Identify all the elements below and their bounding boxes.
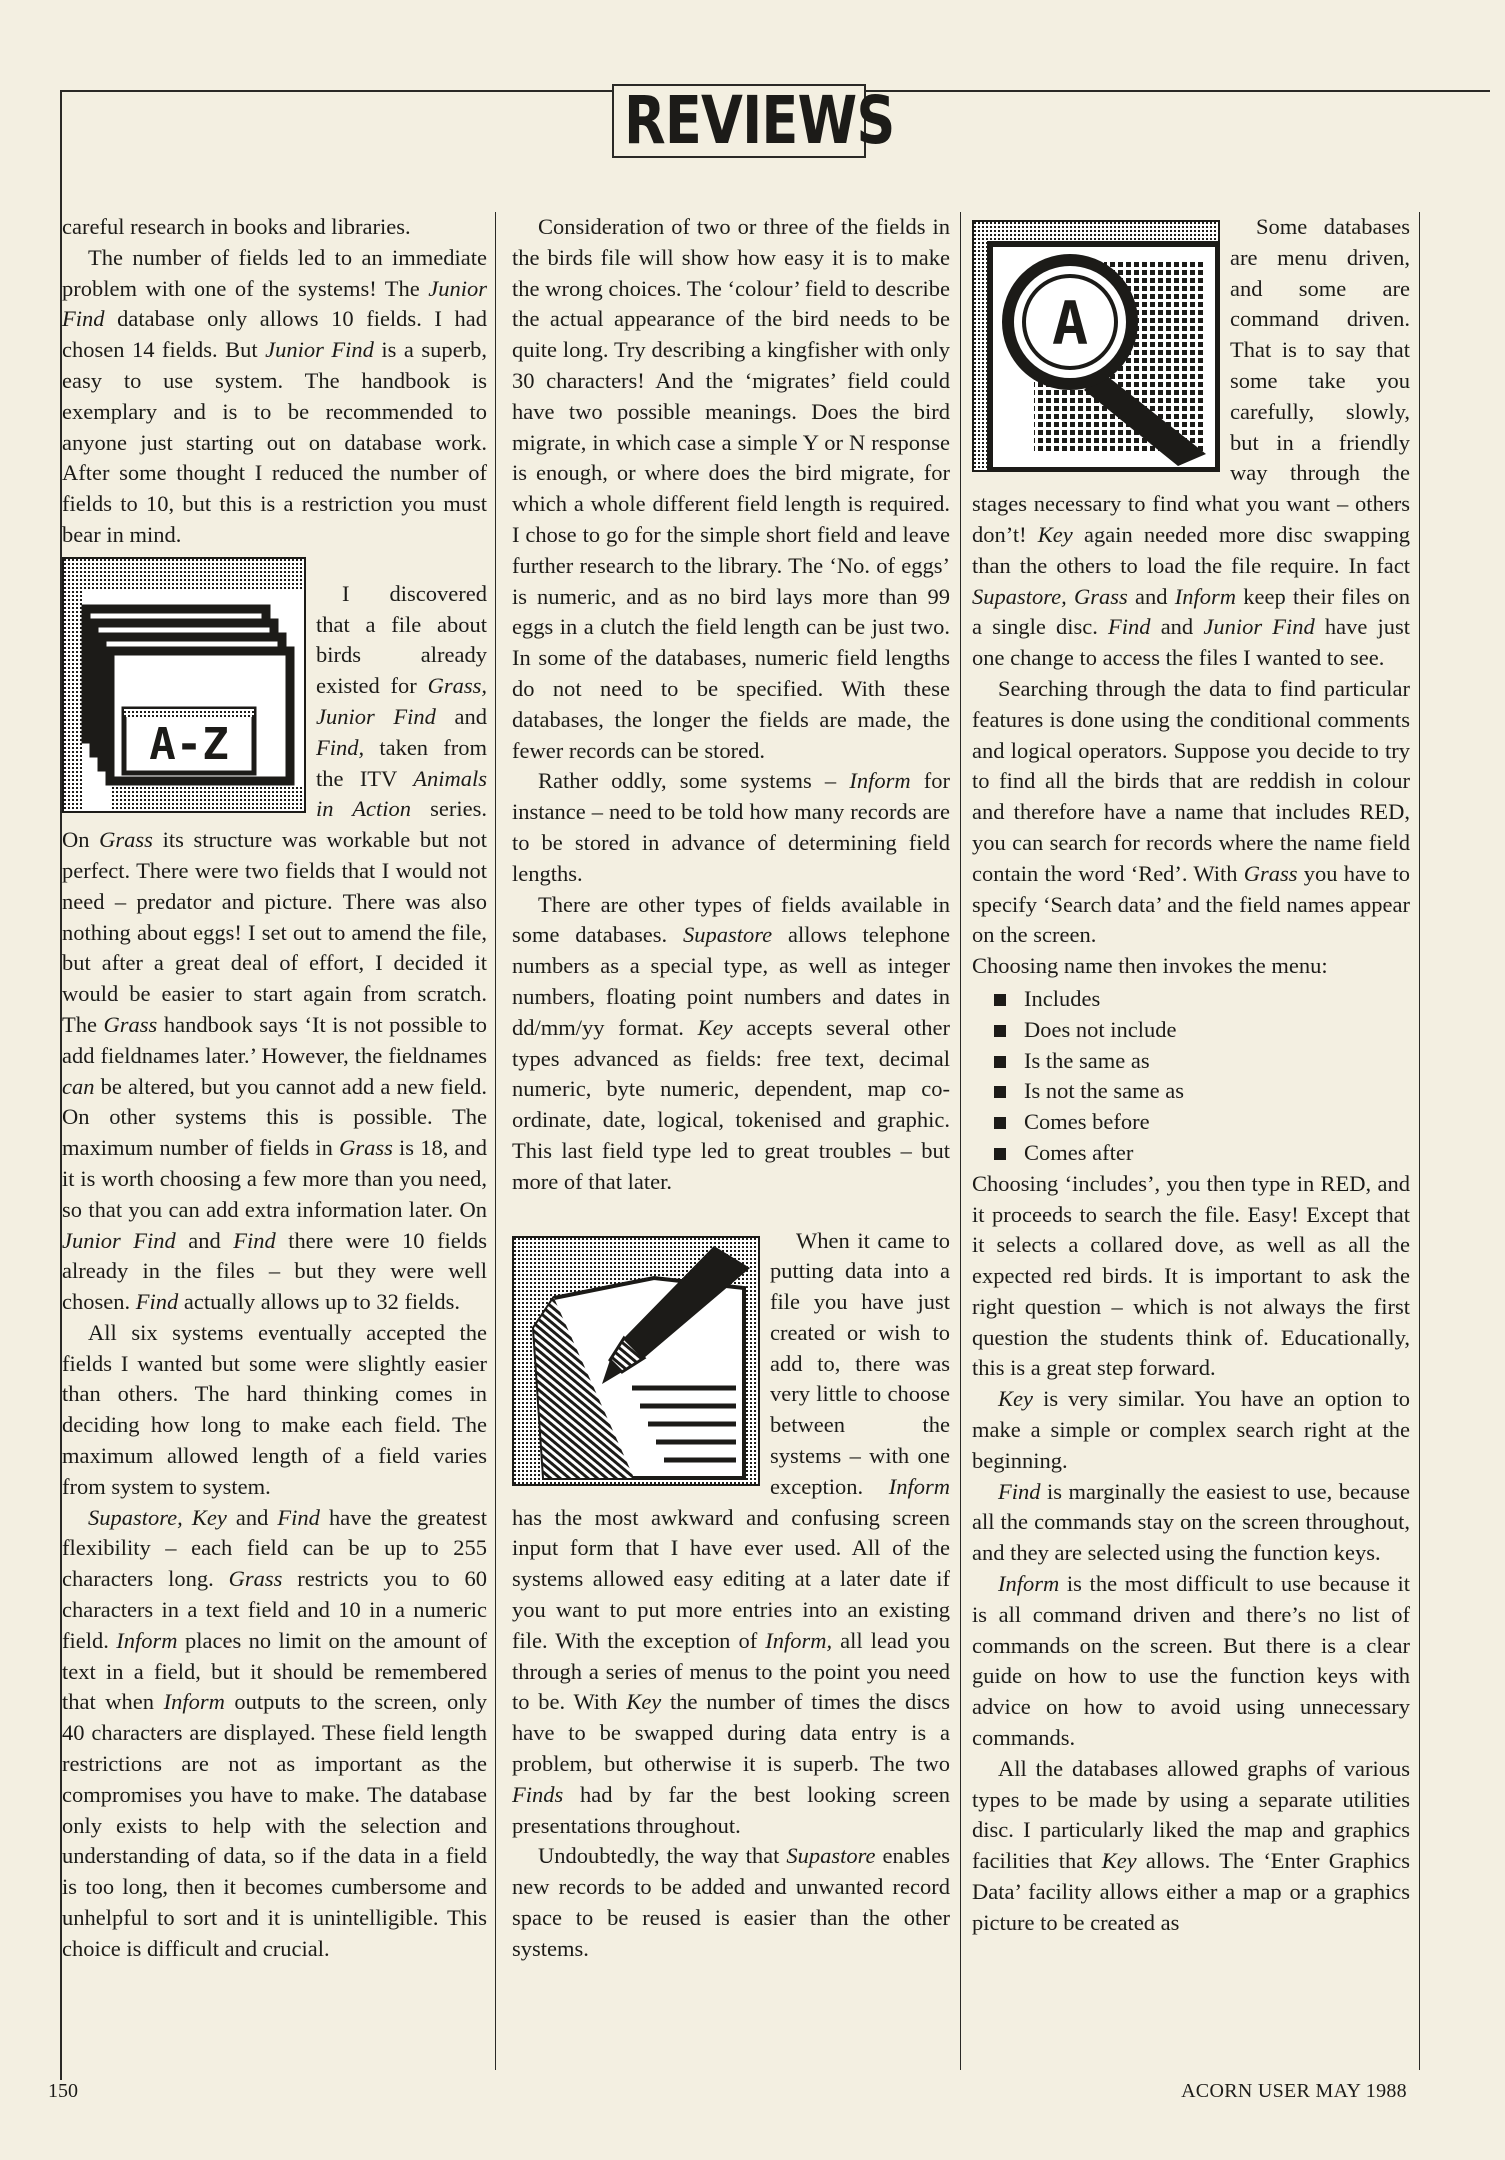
publication-footer: ACORN USER MAY 1988 [1181, 2080, 1407, 2102]
list-item: Comes before [972, 1107, 1410, 1138]
list-item: Does not include [972, 1015, 1410, 1046]
paragraph: I discovered that a file about birds already existed for Grass, Junior Find and Find, taken from the ITV Animals in Action series. On Grass its structure was workable but not perfect. There were two fields that I would not need – predator and picture. There was also nothing about eggs! I set out to amend the file, but after a great deal of effort, I decided it would be easier to start again from scratch. The Grass handbook says ‘It is not possible to add fieldnames later.’ However, the fieldnames can be altered, but you cannot add a new field. On other systems this is possible. The maximum number of fields in Grass is 18, and it is worth choosing a few more than you need, so that you can add extra information later. On Junior Find and Find there were 10 fields already in the files – but they were well chosen. Find actually allows up to 32 fields. [62, 580, 488, 1315]
paragraph: Undoubtedly, the way that Supastore enables new records to be added and unwanted record space to be reused is easier than the other systems. [512, 1843, 950, 1961]
magnifier-icon [972, 220, 1220, 472]
section-title: REVIEWS [624, 82, 895, 159]
column-3 [972, 212, 1410, 1939]
paragraph: Find is marginally the easiest to use, because all the commands stay on the screen throughout, and they are selected using the function keys. [972, 1478, 1410, 1566]
paragraph: Rather oddly, some systems – Inform for instance – need to be told how many records are to be stored in advance of determining field lengths. [512, 768, 950, 886]
section-header [612, 82, 895, 159]
paragraph: Supastore, Key and Find have the greatest flexibility – each field can be up to 255 characters long. Grass restricts you to 60 characters in a text field and 10 in a numeric field. Inform places no limit on the amount of text in a field, but it should be remembered that when Inform outputs to the screen, only 40 characters are displayed. These field length restrictions are not as important as the compromises you have to make. The database only exists to help with the selection and understanding of data, so if the data in a field is too long, then it becomes cumbersome and unhelpful to sort and it is unintelligible. This choice is difficult and crucial. [62, 1504, 487, 1961]
column-divider [1419, 212, 1420, 2070]
paragraph: careful research in books and libraries. [62, 214, 411, 239]
column-2 [512, 212, 950, 1965]
paragraph: Key is very similar. You have an option to make a simple or complex search right at the beginning. [972, 1386, 1410, 1473]
az-label: A-Z [149, 718, 229, 770]
paragraph: Inform is the most difficult to use because it is all command driven and there’s no list of commands on the screen. But there is a clear guide on how to use the function keys with advice on how to avoid using unnecessary commands. [972, 1571, 1410, 1751]
page-number: 150 [48, 2080, 78, 2102]
file-index-icon [62, 557, 306, 813]
paragraph: Choosing ‘includes’, you then type in RED, and it proceeds to search the file. Easy! Except that it selects a collared dove, as well as all the expected red birds. It is important to ask the right question – which is not always the first question the students think of. Educationally, this is a great step forward. [972, 1170, 1410, 1381]
column-divider [960, 212, 961, 2070]
paragraph: All six systems eventually accepted the fields I wanted but some were slightly easier than others. The hard thinking comes in deciding how long to make each field. The maximum allowed length of a field varies from system to system. [62, 1319, 487, 1499]
paragraph: When it came to putting data into a file you have just created or wish to add to, there was very little to choose between the systems – with one exception. Inform has the most awkward and confusing screen input form that I have ever used. All of the systems allowed easy editing at a later date if you want to put more entries into an existing file. With the exception of Inform, all lead you through a series of menus to the point you need to be. With Key the number of times the discs have to be swapped during data entry is a problem, but otherwise it is superb. The two Finds had by far the best looking screen presentations throughout. [512, 1227, 951, 1838]
search-menu-list [972, 984, 1410, 1169]
list-item: Comes after [972, 1138, 1410, 1169]
paragraph: The number of fields led to an immediate problem with one of the systems! The Junior Find database only allows 10 fields. I had chosen 14 fields. But Junior Find is a superb, easy to use system. The handbook is exemplary and is to be recommended to anyone just starting out on database work. After some thought I reduced the number of fields to 10, but this is a restriction you must bear in mind. [62, 244, 487, 547]
list-item: Is the same as [972, 1046, 1410, 1077]
list-item: Is not the same as [972, 1076, 1410, 1107]
paragraph: Searching through the data to find particular features is done using the conditional comments and logical operators. Suppose you decide to try to find all the birds that are reddish in colour and therefore have a name that includes RED, you can search for records where the name field contain the word ‘Red’. With Grass you have to specify ‘Search data’ and the field names appear on the screen. [972, 675, 1410, 948]
pen-writing-icon [512, 1236, 760, 1486]
column-divider [495, 212, 496, 2070]
paragraph: All the databases allowed graphs of various types to be made by using a separate utilities disc. I particularly liked the map and graphics facilities that Key allows. The ‘Enter Graphics Data’ facility allows either a map or a graphics picture to be created as [972, 1755, 1410, 1935]
list-item: Includes [972, 984, 1410, 1015]
find-label: A [1051, 289, 1089, 359]
paragraph: Some databases are menu driven, and some are command driven. That is to say that some take you carefully, slowly, but in a friendly way through the stages necessary to find what you want – others don’t! Key again needed more disc swapping than the others to load the file require. In fact Supastore, Grass and Inform keep their files on a single disc. Find and Junior Find have just one change to access the files I wanted to see. [972, 214, 1410, 671]
paragraph: There are other types of fields available in some databases. Supastore allows telephone numbers as a special type, as well as integer numbers, floating point numbers and dates in dd/mm/yy format. Key accepts several other types advanced as fields: free text, decimal numeric, byte numeric, dependent, map co-ordinate, date, logical, tokenised and graphic. This last field type led to great troubles – but more of that later. [512, 891, 950, 1194]
paragraph: Choosing name then invokes the menu: [972, 953, 1328, 979]
column-1 [62, 212, 487, 1965]
paragraph: Consideration of two or three of the fields in the birds file will show how easy it is to make the wrong choices. The ‘colour’ field to describe the actual appearance of the bird needs to be quite long. Try describing a kingfisher with only 30 characters! And the ‘migrates’ field could have two possible meanings. Does the bird migrate, in which case a simple Y or N response is enough, or where does the bird migrate, for which a whole different field length is required. I chose to go for the simple short field and leave further research to the library. The ‘No. of eggs’ is numeric, and as no bird lays more than 99 eggs in a clutch the field length can be just two. In some of the databases, numeric field lengths do not need to be specified. With these databases, the longer the fields are made, the fewer records can be stored. [512, 214, 950, 763]
